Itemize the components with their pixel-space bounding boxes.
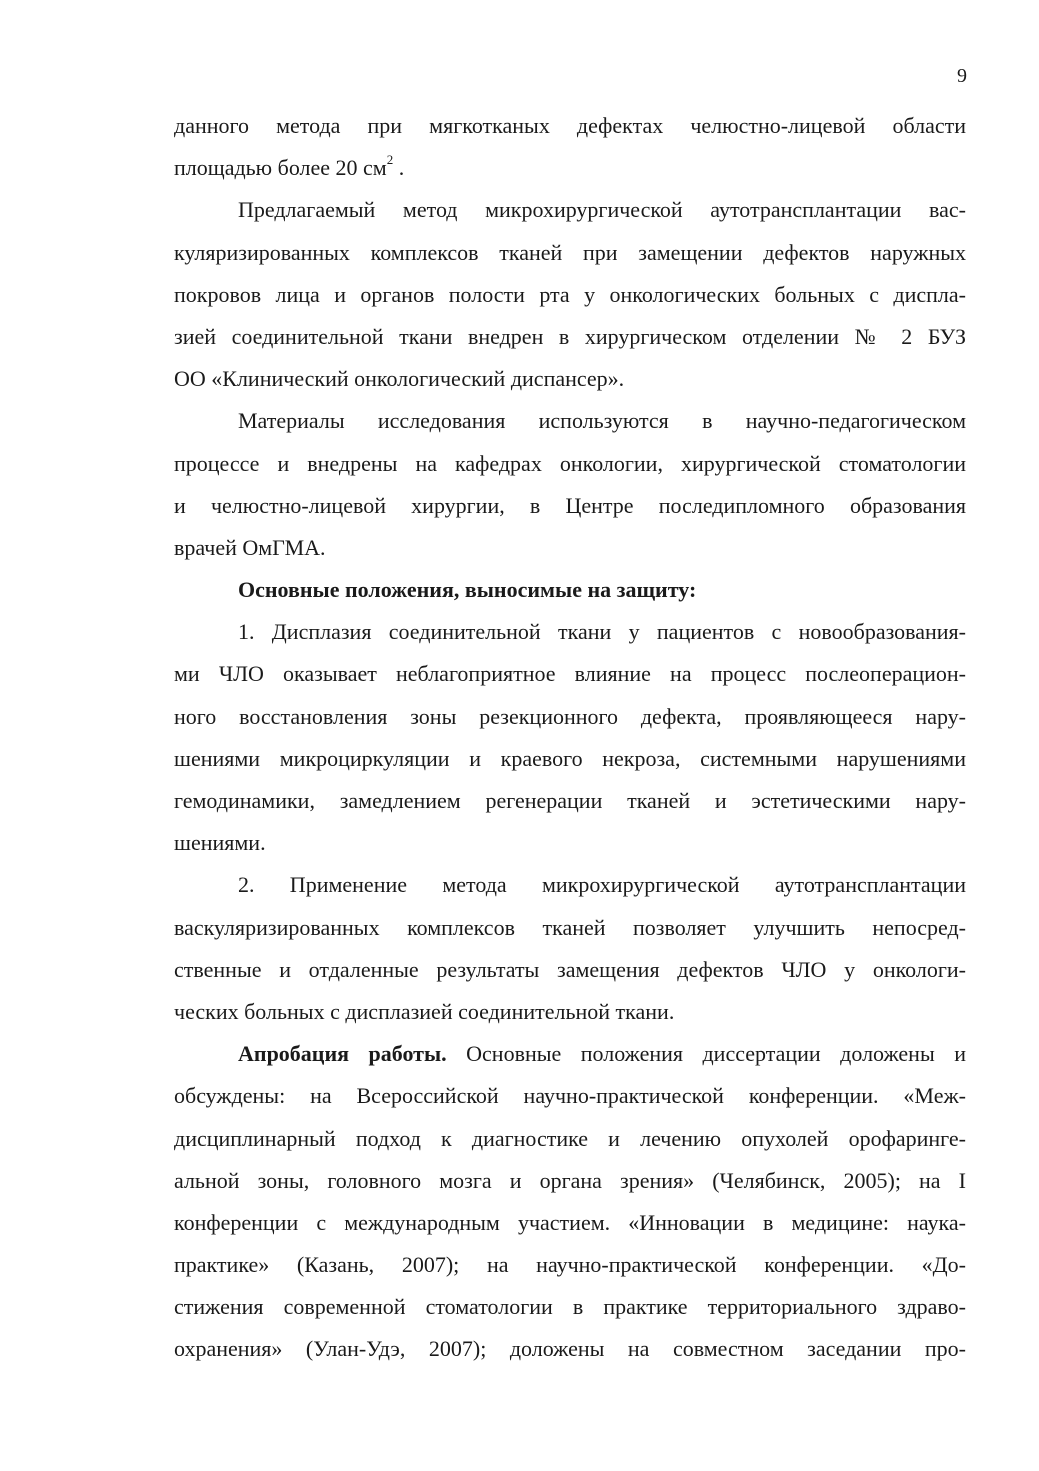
text-line: покровов лица и органов полости рта у онкологических больных с диспла- <box>174 281 966 307</box>
text-line <box>174 147 966 189</box>
text-line: Предлагаемый метод микрохирургической аутотрансплантации вас- <box>238 197 966 223</box>
text-line: ОО «Клинический онкологический диспансер». <box>174 366 625 392</box>
text-line: 1. Дисплазия соединительной ткани у пациентов с новообразования- <box>238 619 966 645</box>
text-line: ческих больных с дисплазией соединительной ткани. <box>174 998 675 1024</box>
text-line: стижения современной стоматологии в практике территориального здраво- <box>174 1294 966 1320</box>
text-line: дисциплинарный подход к диагностике и лечению опухолей орофаринге- <box>174 1125 966 1151</box>
text-line: охранения» (Улан-Удэ, 2007); доложены на совместном заседании про- <box>174 1336 966 1362</box>
bold-lead: Апробация работы. <box>238 1041 447 1067</box>
text-line: ного восстановления зоны резекционного дефекта, проявляющееся нару- <box>174 703 966 729</box>
list-item <box>174 864 966 1033</box>
heading-text: Основные положения, выносимые на защиту: <box>238 577 697 603</box>
section-heading <box>174 569 966 611</box>
page-number: 9 <box>957 65 967 87</box>
text-line: шениями микроциркуляции и краевого некроза, системными нарушениями <box>174 745 966 771</box>
list-item <box>174 611 966 864</box>
superscript: 2 <box>386 151 394 167</box>
text-line: практике» (Казань, 2007); на научно-практической конференции. «До- <box>174 1252 966 1278</box>
text-fragment: Основные положения диссертации доложены и <box>446 1041 966 1067</box>
paragraph <box>174 1033 966 1371</box>
text-line: васкуляризированных комплексов тканей позволяет улучшить непосред- <box>174 914 966 940</box>
text-fragment: площадью более 20 см <box>174 155 387 181</box>
text-line: обсуждены: на Всероссийской научно-практической конференции. «Меж- <box>174 1083 966 1109</box>
text-line: альной зоны, головного мозга и органа зрения» (Челябинск, 2005); на I <box>174 1167 966 1193</box>
text-line: Материалы исследования используются в научно-педагогическом <box>238 408 966 434</box>
text-line: ми ЧЛО оказывает неблагоприятное влияние на процесс послеоперацион- <box>174 661 966 687</box>
text-line: куляризированных комплексов тканей при замещении дефектов наружных <box>174 239 966 265</box>
text-line: ственные и отдаленные результаты замещения дефектов ЧЛО у онкологи- <box>174 956 966 982</box>
text-line: и челюстно-лицевой хирургии, в Центре последипломного образования <box>174 492 966 518</box>
text-line: 2. Применение метода микрохирургической аутотрансплантации <box>238 872 966 898</box>
document-body <box>174 105 966 1371</box>
text-line: процессе и внедрены на кафедрах онкологии, хирургической стоматологии <box>174 450 966 476</box>
text-line: шениями. <box>174 830 266 856</box>
text-line: гемодинамики, замедлением регенерации тканей и эстетическими нару- <box>174 788 966 813</box>
paragraph <box>174 189 966 400</box>
text-fragment: . <box>398 155 405 181</box>
paragraph <box>174 400 966 569</box>
paragraph <box>174 105 966 189</box>
text-line <box>174 1033 966 1075</box>
text-line: данного метода при мягкотканых дефектах челюстно-лицевой области <box>174 113 966 138</box>
text-line: зией соединительной ткани внедрен в хирургическом отделении № 2 БУЗ <box>174 323 966 349</box>
text-line: конференции с международным участием. «Инновации в медицине: наука- <box>174 1209 966 1235</box>
text-line: врачей ОмГМА. <box>174 534 326 560</box>
